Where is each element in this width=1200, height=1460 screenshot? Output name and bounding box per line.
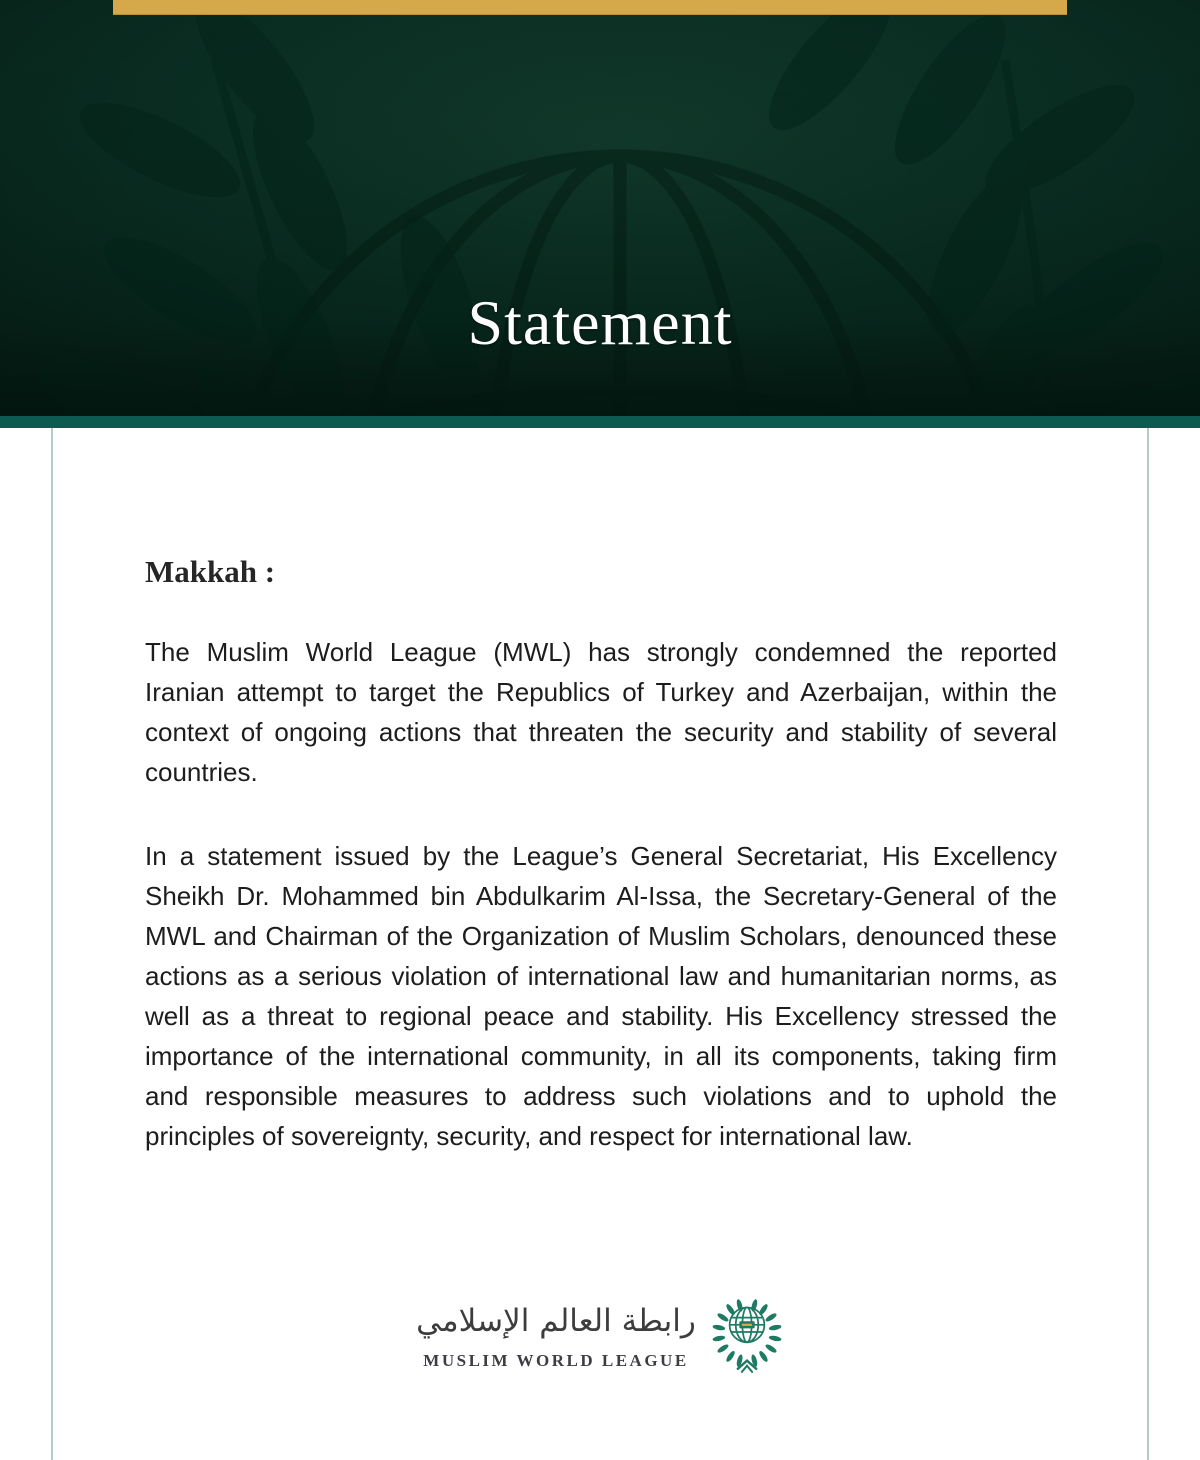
mwl-logo — [0, 1288, 1200, 1378]
page-title: Statement — [467, 287, 733, 358]
mwl-arabic-logotype: رابطة العالم الإسلامي — [416, 1303, 696, 1339]
statement-body — [0, 428, 1200, 1156]
mwl-wordmark: MUSLIM WORLD LEAGUE — [423, 1351, 689, 1370]
mwl-emblem-icon — [710, 1288, 784, 1378]
statement-paragraph-1: The Muslim World League (MWL) has strongly condemned the reported Iranian attempt to target the Republics of Turkey and Azerbaijan, within the context of ongoing actions that threaten the security and stability of several countries. — [145, 637, 1057, 787]
gold-accent-bar — [113, 0, 1067, 15]
statement-paragraph-2: In a statement issued by the League’s General Secretariat, His Excellency Sheikh Dr. Mohammed bin Abdulkarim Al-Issa, the Secretary-General of the MWL and Chairman of the Organization of Muslim Scholars, denounced these actions as a serious violation of international law and humanitarian norms, as well as a threat to regional peace and stability. His Excellency stressed the importance of the international community, in all its components, taking firm and responsible measures to address such violations and to uphold the principles of sovereignty, security, and respect for international law. — [145, 841, 1057, 1151]
mwl-logo-text — [416, 1295, 696, 1371]
teal-divider-band — [0, 416, 1200, 428]
location-heading: Makkah : — [145, 554, 276, 589]
header-banner — [0, 0, 1200, 416]
